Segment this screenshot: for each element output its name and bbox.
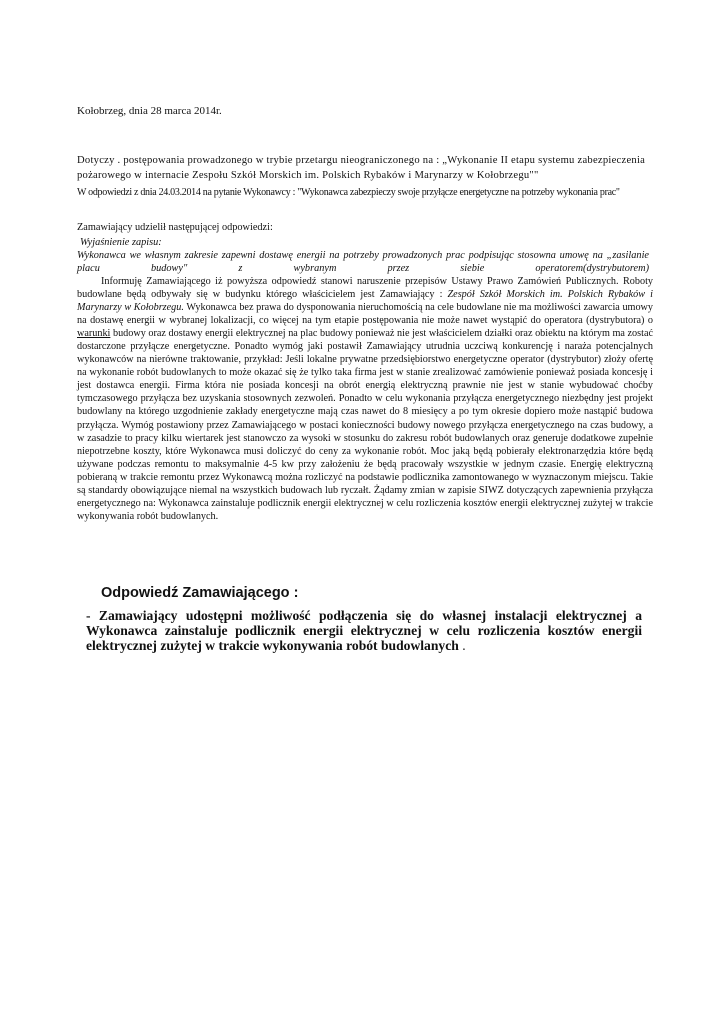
body-underlined-word: warunki bbox=[77, 328, 111, 340]
reference-paragraph: W odpowiedzi z dnia 24.03.2014 na pytanie Wykonawcy : "Wykonawca zabezpieczy swoje przyłącze energetyczne na potrzeby wykonania prac" bbox=[77, 187, 620, 198]
subject-paragraph: Dotyczy . postępowania prowadzonego w trybie przetargu nieograniczonego na : „Wykonanie II etapu systemu zabezpieczenia pożarowego w internacie Zespołu Szkół Morskich im. Polskich Rybaków i Marynarzy w Kołobrzegu"" bbox=[77, 155, 646, 181]
answer-paragraph bbox=[86, 609, 642, 653]
answer-heading: Odpowiedź Zamawiającego : bbox=[101, 585, 299, 601]
date-line: Kołobrzeg, dnia 28 marca 2014r. bbox=[77, 105, 222, 117]
explanation-heading: Wyjaśnienie zapisu: bbox=[80, 237, 162, 248]
answer-text: - Zamawiający udostępni możliwość podłączenia się do własnej instalacji elektrycznej a Wykonawca zainstaluje podlicznik energii elektrycznej w celu rozliczenia kosztów energii elektrycznej zużytej w trakcie wykonywania robót budowlanych bbox=[86, 608, 642, 653]
answer-end: . bbox=[458, 637, 466, 653]
explanation-text: Wykonawca we własnym zakresie zapewni dostawę energii na potrzeby prowadzonych prac podpisując stosowna umowę na „zasilanie placu budowy" z wybranym przez siebie operatorem(dystrybutorem) bbox=[77, 250, 649, 274]
body-paragraph bbox=[77, 275, 653, 523]
body-school-name: Zespół Szkół Morskich im. Polskich Rybaków i Marynarzy w Kołobrzegu. bbox=[77, 289, 653, 314]
body-text-part1: Informuję Zamawiającego iż powyższa odpowiedź stanowi naruszenie przepisów Ustawy Prawo Zamówień Publicznych. Roboty budowlane będą odbywały się w budynku którego właścicielem jest Zamawiający : bbox=[77, 276, 653, 301]
body-text-part3: budowy oraz dostawy energii elektrycznej na plac budowy ponieważ nie jest właścicielem działki oraz obiektu na którym ma zostać dostarczone przyłącze energetyczne. Ponadto wymóg jaki postawił Zamawiający utrudnia uczciwą konkurencję i naraża potencjalnych wykonawców na nierówne traktowanie, przykład: Jeśli lokalne prywatne przedsiębiorstwo energetyczne operator (dystrybutor) złoży ofertę na wykonanie robót budowlanych to może okazać się że tylko taka firma jest w stanie zrealizować zamówienie ponieważ posiada koncesję i jest dostawca energii. Firma która nie posiada koncesji na obrót energią elektryczną prawnie nie jest w stanie wybudować choćby tymczasowego przyłącza bez uzyskania stosownych zezwoleń. Ponadto w celu wykonania przyłącza energetycznego niezbędny jest projekt budowlany na którego uzgodnienie zakłady energetyczne mają czas nawet do 8 miesięcy a po tym okresie dopiero może nastąpić budowa przyłącza. Wymóg postawiony przez Zamawiającego w postaci konieczności budowy nowego przyłącza energetycznego na czas budowy, a w zasadzie to pracy kilku wiertarek jest stanowczo za wysoki w stosunku do zakresu robót budowlanych oraz generuje dodatkowe zupełnie niepotrzebne koszty, które Wykonawca musi doliczyć do ceny za wykonanie robót. Moc jaką będą pobierały elektronarzędzia które będą używane podczas remontu to maksymalnie 4-5 kw przy założeniu że będą pracowały wszystkie w jednym czasie. Energię elektryczną pobieraną w trakcie remontu przez Wykonawcą można rozliczyć na podstawie podlicznika zamontowanego w wyznaczonym miejscu. Takie są standardy obowiązujące niemal na wszystkich budowach lub ryczałt. Żądamy zmian w zapisie SIWZ dotyczących zapewnienia przyłącza energetycznego na: Wykonawca zainstaluje podlicznik energii elektrycznej w celu rozliczenia kosztów energii elektrycznej zużytej w trakcie wykonywania robót budowlanych. bbox=[77, 328, 653, 522]
intro-line: Zamawiający udzielił następującej odpowiedzi: bbox=[77, 222, 273, 233]
body-text-part2: Wykonawca bez prawa do dysponowania nieruchomością na cele budowlane nie ma możliwości zawarcia umowy na dostawę energii w wybranej lokalizacji, co więcej na tym etapie postępowania nie może nawet wystąpić do operatora (dystrybutora) o bbox=[77, 302, 654, 327]
